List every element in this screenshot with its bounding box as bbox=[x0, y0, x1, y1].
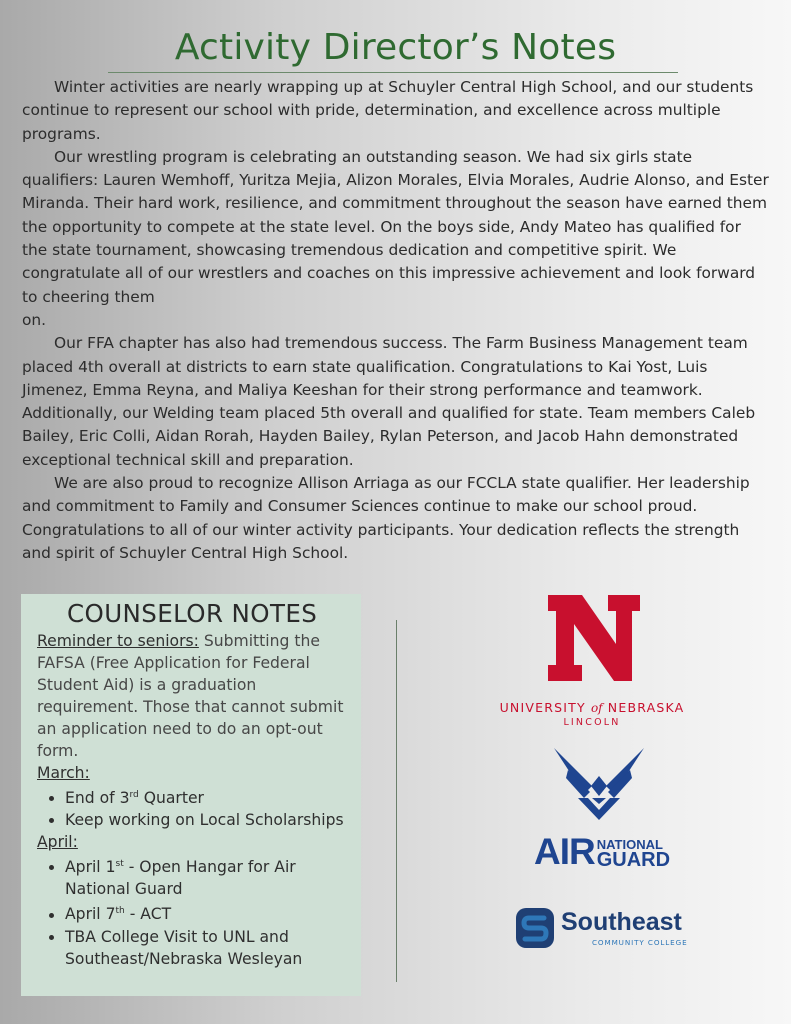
southeast-s-logo-icon bbox=[514, 906, 556, 950]
unl-wordmark bbox=[470, 700, 714, 716]
item-text: Quarter bbox=[138, 789, 204, 808]
southeast-wordmark: Southeast bbox=[561, 908, 682, 936]
title-divider bbox=[108, 72, 678, 73]
vertical-divider bbox=[396, 620, 397, 982]
paragraph-text: Winter activities are nearly wrapping up at Schuyler Central High School, and our students continue to represent our school with pride, determination, and excellence across multiple bbox=[22, 78, 754, 120]
item-text: - ACT bbox=[124, 905, 172, 924]
list-item bbox=[65, 853, 347, 900]
item-text: - Open Hangar for Air National Guard bbox=[65, 858, 296, 899]
article-paragraph bbox=[22, 146, 770, 332]
ang-national: NATIONAL bbox=[596, 837, 663, 852]
list-item: • Keep working on Local Scholarships bbox=[65, 809, 347, 831]
air-national-guard-wordmark bbox=[534, 831, 671, 872]
unl-text: UNIVERSITY bbox=[499, 700, 591, 715]
april-list bbox=[37, 853, 347, 969]
ang-air: AIR bbox=[534, 831, 595, 872]
article-paragraph: We are also proud to recognize Allison Arriaga as our FCCLA state qualifier. Her leadership and commitment to Family and Consumer Sciences continue to make our school proud. Congratulations to all of our winter activity participants. Your dedication reflects the strength and spirit of Schuyler Central High School. bbox=[22, 474, 750, 562]
ordinal-sup: th bbox=[115, 906, 125, 917]
counselor-heading: COUNSELOR NOTES bbox=[67, 599, 318, 628]
nebraska-n-logo-icon bbox=[545, 592, 645, 684]
reminder-label: Reminder to seniors: bbox=[37, 632, 199, 650]
ordinal-sup: st bbox=[115, 859, 124, 870]
air-guard-wings-icon bbox=[552, 746, 646, 826]
activity-article bbox=[22, 76, 770, 565]
unl-text: NEBRASKA bbox=[602, 700, 685, 715]
item-text: April 7 bbox=[65, 905, 116, 924]
article-paragraph bbox=[22, 76, 770, 146]
page-title: Activity Director’s Notes bbox=[174, 27, 617, 68]
item-text: April 1 bbox=[65, 858, 116, 877]
paragraph-tail: on. bbox=[22, 310, 47, 329]
counselor-notes-box bbox=[21, 594, 361, 996]
reminder-text: Submitting the FAFSA (Free Application for Federal Student Aid) is a graduation requirement. Those that cannot submit an application need to do an opt-out form. bbox=[37, 632, 344, 760]
article-paragraph: Our FFA chapter has also had tremendous success. The Farm Business Management team placed 4th overall at districts to earn state qualification. Congratulations to Kai Yost, Luis Jimenez, Emma Reyna, and Maliya Keeshan for their strong performance and teamwork. Additionally, our Welding team placed 5th overall and qualified for state. Team members Caleb Bailey, Eric Colli, Aidan Rorah, Hayden Bailey, Rylan Peterson, and Jacob Hahn demonstrated exceptional technical skill and preparation. bbox=[22, 334, 756, 469]
march-label: March: bbox=[37, 764, 90, 782]
ordinal-sup: rd bbox=[129, 790, 139, 800]
unl-campus: LINCOLN bbox=[563, 717, 621, 728]
fafsa-reminder bbox=[37, 630, 347, 762]
april-label: April: bbox=[37, 833, 78, 852]
list-item bbox=[65, 900, 347, 925]
ang-national-guard bbox=[597, 838, 670, 869]
list-item: • TBA College Visit to UNL and Southeast/Nebraska Wesleyan bbox=[65, 926, 347, 970]
southeast-subtitle: COMMUNITY COLLEGE bbox=[592, 938, 688, 947]
paragraph-tail: programs. bbox=[22, 124, 101, 143]
item-text: End of 3 bbox=[65, 789, 130, 808]
unl-text: of bbox=[590, 701, 603, 715]
list-item bbox=[65, 784, 347, 809]
march-list bbox=[37, 784, 347, 831]
paragraph-text: Our wrestling program is celebrating an outstanding season. We had six girls state qualifiers: Lauren Wemhoff, Yuritza Mejia, Alizon Morales, Elvia Morales, Audrie Alonso, and Ester Miranda. Their hard work, resilience, and commitment throughout the season have earned them the opportunity to compete at the state level. On the boys side, Andy Mateo has qualified for the state tournament, showcasing tremendous dedication and competitive spirit. We congratulate all of our wrestlers and coaches on this impressive achievement and look forward to cheering them bbox=[22, 147, 769, 306]
ang-guard: GUARD bbox=[596, 849, 671, 871]
